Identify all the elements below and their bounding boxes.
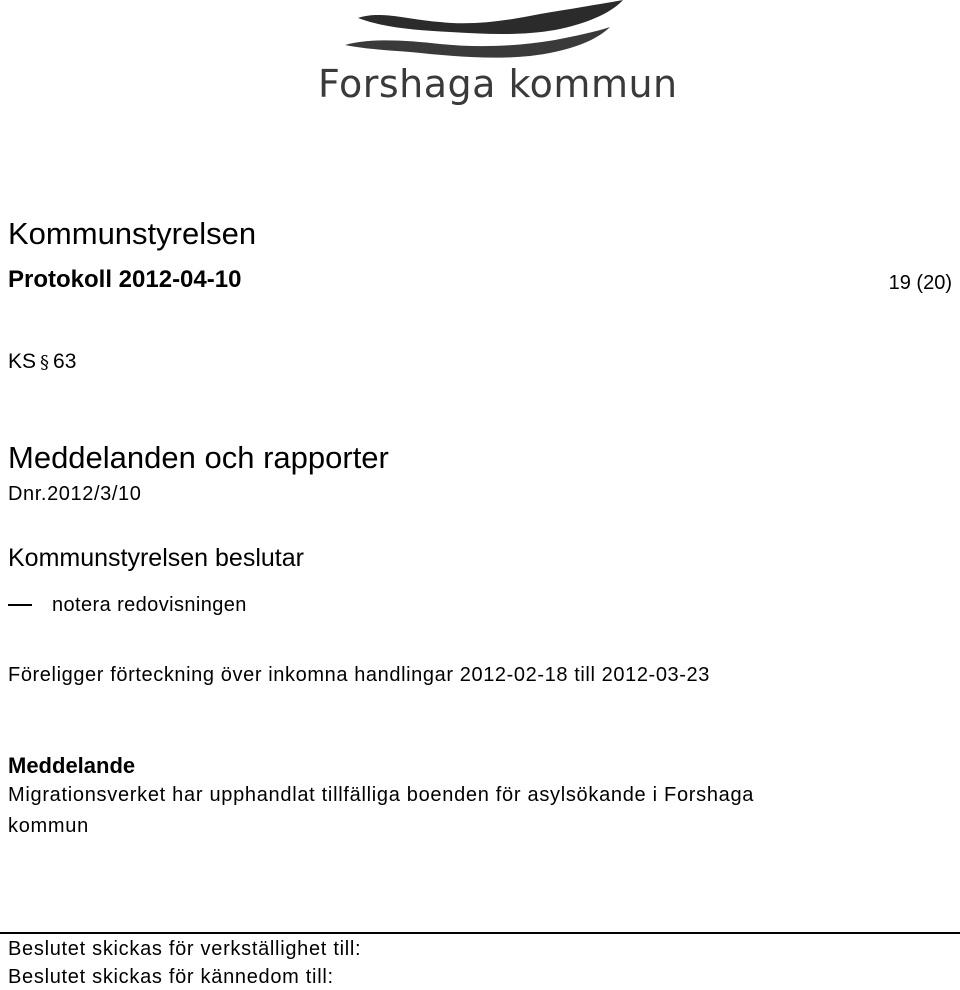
footer-divider bbox=[0, 932, 960, 934]
message-heading: Meddelande bbox=[8, 753, 136, 778]
message-text-line1: Migrationsverket har upphandlat tillfälliga boenden för asylsökande i Forshaga bbox=[8, 784, 755, 806]
paragraph-symbol: § bbox=[40, 352, 50, 373]
section-prefix: KS bbox=[8, 350, 37, 373]
decision-point: notera redovisningen bbox=[52, 594, 247, 616]
message-text-line2: kommun bbox=[8, 815, 89, 837]
page-number: 19 (20) bbox=[888, 272, 952, 294]
logo-wordmark: Forshaga kommun bbox=[318, 62, 678, 106]
protocol-heading: Protokoll 2012-04-10 bbox=[8, 266, 242, 293]
diary-number: Dnr.2012/3/10 bbox=[8, 483, 142, 505]
organization-heading: Kommunstyrelsen bbox=[8, 216, 257, 251]
logo-wave-upper bbox=[358, 0, 623, 34]
matter-title: Meddelanden och rapporter bbox=[8, 440, 389, 475]
bullet-dash bbox=[8, 604, 32, 606]
information-recipients: Beslutet skickas för kännedom till: bbox=[8, 966, 334, 988]
execution-recipients: Beslutet skickas för verkställighet till: bbox=[8, 938, 362, 960]
section-reference bbox=[8, 350, 76, 374]
decision-heading: Kommunstyrelsen beslutar bbox=[8, 544, 304, 572]
section-number: 63 bbox=[53, 350, 77, 373]
intro-text: Föreligger förteckning över inkomna handlingar 2012-02-18 till 2012-03-23 bbox=[8, 664, 710, 686]
